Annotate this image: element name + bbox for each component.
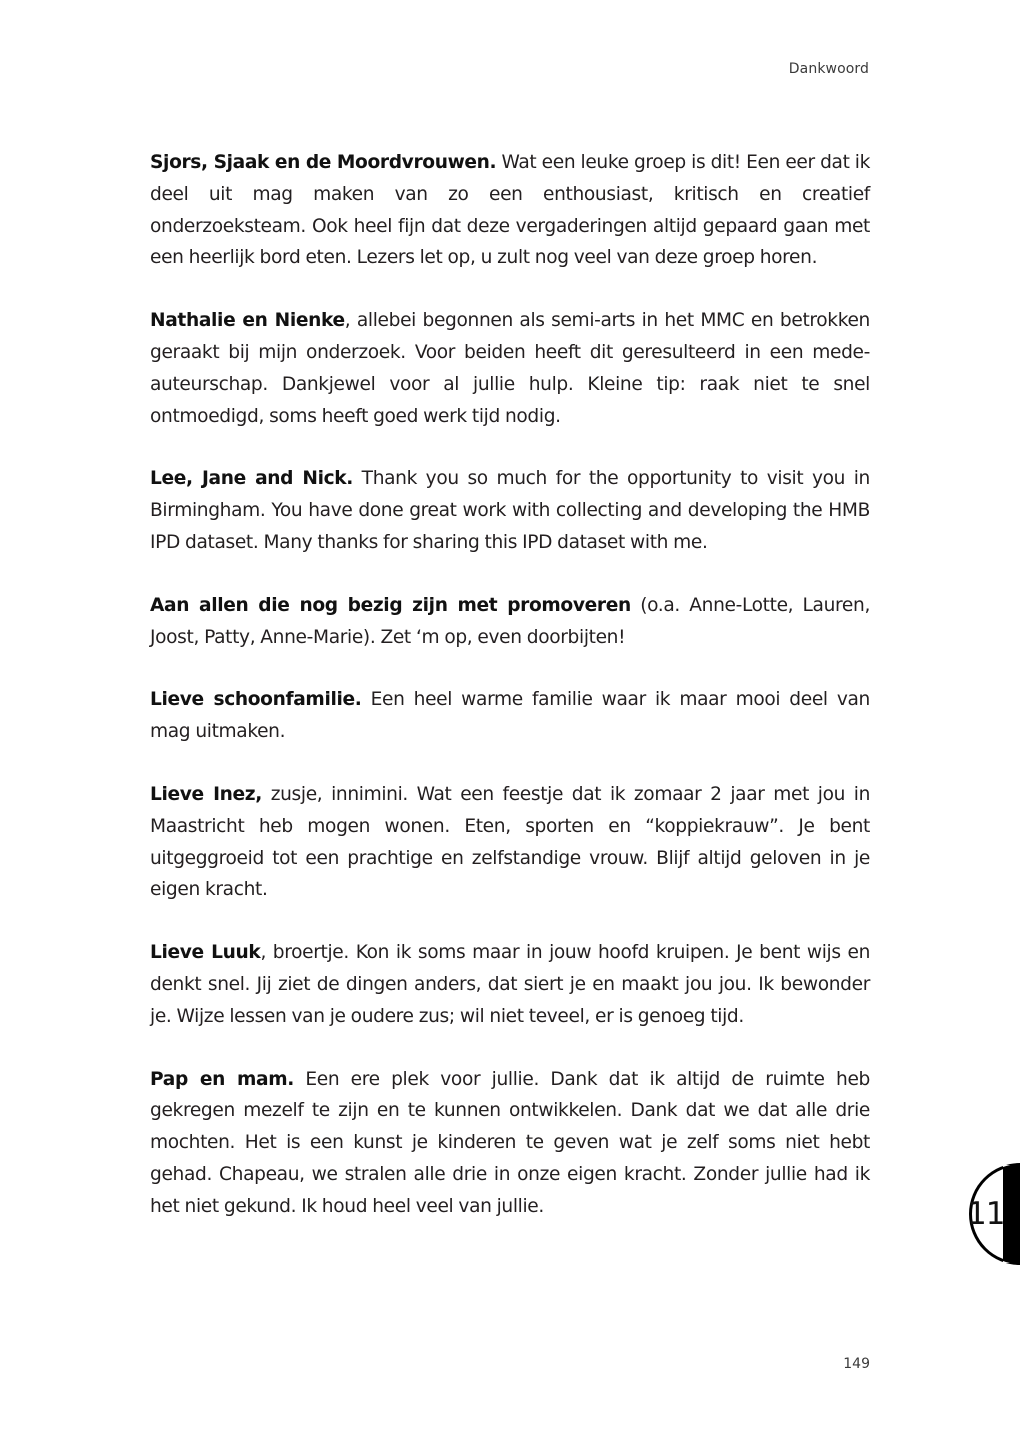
chapter-number: 11: [967, 1196, 1005, 1232]
paragraph-lead: Lieve Luuk: [150, 942, 261, 964]
page-number: 149: [843, 1356, 870, 1372]
paragraph-lee: [150, 463, 870, 558]
paragraph-text: Wat een leuke groep is dit! Een eer dat ik deel uit mag maken van zo een enthousiast, kritisch en creatief onderzoeksteam. Ook heel fijn dat deze vergaderingen altijd gepaard gaan met een heerlijk bord eten. Lezers let op, u zult nog veel van deze groep horen.: [150, 152, 871, 269]
paragraph-lead: Aan allen die nog bezig zijn met promoveren: [150, 594, 631, 616]
paragraph-text: zusje, innimini. Wat een feestje dat ik zomaar 2 jaar met jou in Maastricht heb mogen wonen. Eten, sporten en “koppiekrauw”. Je bent uitgeggroeid tot een prachtige en zelfstandige vrouw. Blijf altijd geloven in je eigen kracht.: [150, 783, 871, 901]
paragraph-text: Een heel warme familie waar ik maar mooi deel van mag uitmaken.: [150, 689, 870, 743]
paragraph-text: , allebei begonnen als semi-arts in het MMC en betrokken geraakt bij mijn onderzoek. Voor beiden heeft dit geresulteerd in een mede-auteurschap. Dankjewel voor al jullie hulp. Kleine tip: raak niet te snel ontmoedigd, soms heeft goed werk tijd nodig.: [150, 310, 870, 427]
paragraph-lead: Nathalie en Nienke: [150, 310, 345, 332]
paragraph-luuk: [150, 937, 870, 1032]
paragraph-text: Een ere plek voor jullie. Dank dat ik altijd de ruimte heb gekregen mezelf te zijn en te kunnen ontwikkelen. Dank dat we dat alle drie mochten. Het is een kunst je kinderen te geven wat je zelf soms niet hebt gehad. Chapeau, we stralen alle drie in onze eigen kracht. Zonder jullie had ik het niet gekund. Ik houd heel veel van jullie.: [150, 1068, 870, 1217]
paragraph-lead: Sjors, Sjaak en de Moordvrouwen.: [150, 152, 497, 173]
paragraph-lead: Lee, Jane and Nick.: [150, 468, 354, 490]
paragraph-lead: Lieve Inez,: [150, 783, 262, 805]
paragraph-nathalie: [150, 305, 870, 432]
paragraph-text: (o.a. Anne-Lotte, Lauren, Joost, Patty, Anne-Marie). Zet ‘m op, even doorbijten!: [150, 594, 871, 648]
paragraph-lead: Pap en mam.: [150, 1068, 294, 1090]
paragraph-inez: [150, 779, 870, 906]
paragraph-lead: Lieve schoonfamilie.: [150, 689, 362, 711]
paragraph-ouders: [150, 1064, 870, 1223]
running-header: Dankwoord: [788, 61, 869, 77]
paragraph-text: , broertje. Kon ik soms maar in jouw hoofd kruipen. Je bent wijs en denkt snel. Jij ziet de dingen anders, dat siert je en maakt jou jou. Ik bewonder je. Wijze lessen van je oudere zus; wil niet teveel, er is genoeg tijd.: [150, 942, 870, 1027]
paragraph-text: Thank you so much for the opportunity to visit you in Birmingham. You have done great work with collecting and developing the HMB IPD dataset. Many thanks for sharing this IPD dataset with me.: [150, 468, 870, 553]
paragraph-promoveren: [150, 590, 870, 654]
paragraph-schoonfamilie: [150, 684, 870, 748]
paragraph-sjors: [150, 147, 870, 274]
acknowledgements-body: [150, 147, 870, 1254]
